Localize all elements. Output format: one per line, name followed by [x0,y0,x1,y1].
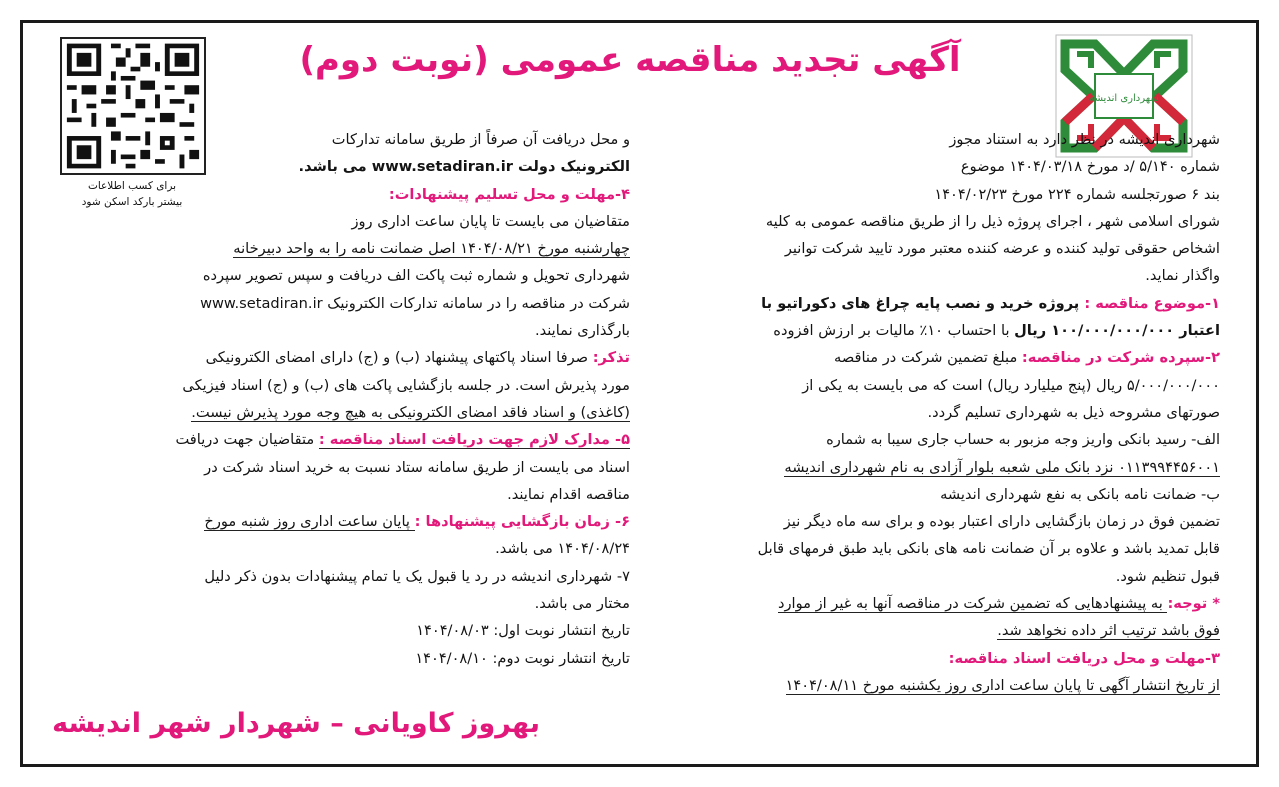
item1-tax: با احتساب ۱۰٪ مالیات بر ارزش افزوده [773,322,1015,340]
item6-line [72,508,630,535]
item2-line: الف- رسید بانکی واریز وجه مزبور به حساب جاری سیبا به شماره [826,431,1220,449]
note-line [650,617,1220,644]
item7-line: ۷- شهرداری اندیشه در رد یا قبول یک یا تمام پیشنهادات بدون ذکر دلیل [204,567,630,585]
item5-line: مناقصه اقدام نمایند. [507,485,630,503]
page-title: آگهی تجدید مناقصه عمومی (نوبت دوم) [299,40,961,80]
publish-date-first: تاریخ انتشار نوبت اول: ۱۴۰۴/۰۸/۰۳ [416,622,630,640]
intro-line: واگذار نماید. [1145,267,1220,285]
item1-line [650,290,1220,317]
mayor-signature: بهروز کاویانی – شهردار شهر اندیشه [52,708,540,739]
item5-line [72,426,630,453]
top-line: و محل دریافت آن صرفاً از طریق سامانه تدارکات [331,131,630,148]
item5-text: متقاضیان جهت دریافت [175,431,319,449]
notice-right-column [650,126,1220,699]
item5-heading: ۵- مدارک لازم جهت دریافت اسناد مناقصه : [318,431,630,449]
item2-line: قبول تنظیم شود. [1115,567,1220,585]
note-heading: * توجه: [1167,595,1220,613]
intro-line: اشخاص حقوقی تولید کننده و عرضه کننده معتبر مورد تایید شرکت توانیر [784,240,1220,258]
item2-line [650,344,1220,371]
item6-heading: ۶- زمان بازگشایی پیشنهادها : [414,513,630,531]
item4-heading-text: ۴-مهلت و محل تسلیم پیشنهادات: [388,185,630,203]
intro-line: شورای اسلامی شهر ، اجرای پروژه ذیل را از طریق مناقصه عمومی به کلیه [765,212,1220,230]
intro-line: شهرداری اندیشه در نظر دارد به استناد مجوز [949,131,1220,148]
item4-line: متقاضیان می بایست تا پایان ساعت اداری روز [351,212,630,230]
account-number-line: ۰۱۱۳۹۹۴۴۵۶۰۰۱ نزد بانک ملی شعبه بلوار آزادی به نام شهرداری اندیشه [784,458,1220,476]
intro-line: شماره ۵/۱۴۰ /د مورخ ۱۴۰۴/۰۳/۱۸ موضوع [960,158,1220,176]
item4-heading [72,181,630,208]
item2-line: ب- ضمانت نامه بانکی به نفع شهرداری اندیشه [940,485,1220,503]
item3-line [650,672,1220,699]
item2-line: تضمین فوق در زمان بازگشایی دارای اعتبار بوده و برای سه ماه دیگر نیز [783,513,1220,531]
item3-text: از تاریخ انتشار آگهی تا پایان ساعت اداری روز یکشنبه مورخ ۱۴۰۴/۰۸/۱۱ [785,676,1220,694]
item4-line: بارگذاری نمایند. [534,322,630,340]
reminder-heading: تذکر: [592,349,630,367]
notice-left-column [72,126,630,672]
item5-line: اسناد می بایست از طریق سامانه ستاد نسبت به خرید اسناد شرکت در [204,458,630,476]
qr-note-line: برای کسب اطلاعات [87,180,177,192]
qr-note-line: بیشتر بارکد اسکن شود [81,196,183,208]
item4-line [72,235,630,262]
reminder-text: صرفا اسناد پاکتهای پیشنهاد (ب) و (ج) دارای امضای الکترونیکی [205,349,593,367]
item2-line: ۵/۰۰۰/۰۰۰/۰۰۰ ریال (پنج میلیارد ریال) است که می بایست به یکی از [802,376,1220,394]
item3-heading-text: ۳-مهلت و محل دریافت اسناد مناقصه: [948,649,1220,667]
note-text-2: فوق باشد ترتیب اثر داده نخواهد شد. [997,622,1220,640]
item1-heading: ۱-موضوع مناقصه : [1084,294,1220,312]
reminder-line [72,344,630,371]
item2-line [650,454,1220,481]
item2-line: صورتهای مشروحه ذیل به شهرداری تسلیم گردد. [927,403,1220,421]
item6-text: پایان ساعت اداری روز شنبه مورخ [204,513,415,531]
item4-line: شرکت در مناقصه را در سامانه تدارکات الکترونیک www.setadiran.ir [200,294,630,312]
item1-line [650,317,1220,344]
reminder-text-2: (کاغذی) و اسناد فاقد امضای الکترونیکی به هیچ وجه مورد پذیرش نیست. [191,403,630,421]
top-line: الکترونیک دولت www.setadiran.ir می باشد. [298,158,630,176]
item6-line: ۱۴۰۴/۰۸/۲۴ می باشد. [495,540,630,558]
item7-line: مختار می باشد. [534,595,630,613]
publish-date-second: تاریخ انتشار نوبت دوم: ۱۴۰۴/۰۸/۱۰ [415,649,630,667]
logo-text: شهرداری اندیشه [1089,93,1159,104]
item3-heading [650,645,1220,672]
item1-credit: اعتبار ۱۰۰/۰۰۰/۰۰۰/۰۰۰ ریال [1014,322,1220,340]
item4-line: شهرداری تحویل و شماره ثبت پاکت الف دریافت و سپس تصویر سپرده [202,267,630,285]
note-text: به پیشنهادهایی که تضمین شرکت در مناقصه آنها به غیر از موارد [777,595,1168,613]
item1-subject: پروژه خرید و نصب پایه چراغ های دکوراتیو با [761,294,1085,312]
item2-text: مبلغ تضمین شرکت در مناقصه [834,349,1022,367]
reminder-line [72,399,630,426]
note-line [650,590,1220,617]
item2-line: قابل تمدید باشد و علاوه بر آن ضمانت نامه های بانکی باید طبق فرمهای قابل [757,540,1220,558]
reminder-line: مورد پذیرش است. در جلسه بازگشایی پاکت های (ب) و (ج) اسناد فیزیکی [182,376,630,394]
item4-date-line: چهارشنبه مورخ ۱۴۰۴/۰۸/۲۱ اصل ضمانت نامه را به واحد دبیرخانه [233,240,630,258]
item2-heading: ۲-سپرده شرکت در مناقصه: [1021,349,1220,367]
intro-line: بند ۶ صورتجلسه شماره ۲۲۴ مورخ ۱۴۰۴/۰۲/۲۳ [934,185,1220,203]
